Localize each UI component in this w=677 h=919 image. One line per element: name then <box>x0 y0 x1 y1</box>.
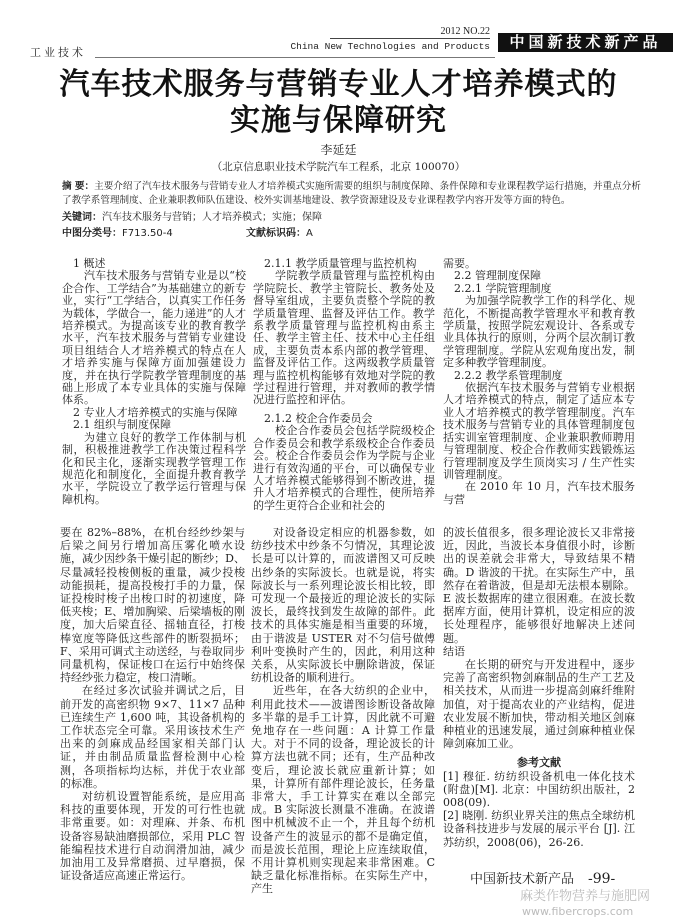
reference-item: [1] 穆征. 纺纺织设备机电一体化技术(附盘)[M]. 北京：中国纺织出版社，2008(09). <box>443 769 635 810</box>
paragraph: 校企合作委员会包括学院级校企合作委员会和教学系级校企合作委员会。校企合作委员会作为学院与企业进行有效沟通的平台，可以确保专业人才培养模式能够得到不断改进，提升人才培养模式的合理性，使所培养的学生更符合企业和社会的 <box>253 424 435 512</box>
author: 李延廷 <box>320 143 357 157</box>
paragraph: 对纺机设置智能系统，是应用高科技的重要体现，开发的可行性也就非常重要。如：对理麻、并条、布机设备容易缺油磨损部位，采用 PLC 智能编程技术进行自动润滑加油，减少加油用工及异常磨损、过早磨损，保证设备适应高速正常运行。 <box>60 790 245 883</box>
docid-label: 文献标识码： <box>246 228 306 239</box>
paragraph-continued: 结语 <box>443 644 465 658</box>
paragraph: 为建立良好的教学工作体制与机制，积极推进教学工作决策过程科学化和民主化，逐渐实现教学管理工作规范化和制度化，全面提升教育教学水平，学院设立了教学运行管理与保障机构。 <box>62 430 246 506</box>
bottom-column-2 <box>251 526 435 896</box>
paragraph: 在 2010 年 10 月，汽车技术服务与营 <box>443 480 635 506</box>
paragraph-continued: 的波长值很多，很多理论波长又非常接近，因此，当波长本身值很小时，诊断出的误差就会非常大，导致结果不精确。D 谐波的干扰。在实际生产中，虽然存在着谐波，但是却无法根本剔除。E 波长数据库的建立很困难。在波长数据库方面，使用计算机，设定相应的波长处理程序，能够很好地解决上述问题。 <box>443 526 635 645</box>
abstract <box>62 180 642 208</box>
section-heading: 1 概述 <box>73 257 106 270</box>
article-title-line1: 汽车技术服务与营销专业人才培养模式的 <box>59 67 618 102</box>
affiliation: （北京信息职业技术学院汽车工程系，北京 100070） <box>211 161 466 173</box>
watermark-url: www.fibercrops.com <box>522 905 634 918</box>
top-column-3 <box>443 258 635 506</box>
paragraph: 近些年，在各大纺织的企业中，利用此技术——波谱图诊断设备故障多半靠的是手工计算，因此就不可避免地存在一些问题：A 计算工作量大。对于不同的设备，理论波长的计算方法也就不同；还有，生产品种改变后，理论波长就应重新计算；如果，计算所有部件理论波长，任务量非常大，手工计算实在难以全部完成。B 实际波长测量不准确。在波谱图中机械波不止一个，并且每个纺机设备产生的波显示的都不是确定值，而是波长范围，理论上应连续取值，不用计算机则实现起来非常困难。C 缺乏量化标准指标。在实际生产中，产生 <box>251 684 435 896</box>
abstract-label: 摘 要： <box>62 181 95 192</box>
reference-item: [2] 晓刚. 纺织业界关注的焦点全球纺机设备科技进步与发展的展示平台 [J]. 江苏纺织，2008(06)，26-26. <box>443 809 635 849</box>
references-heading: 参考文献 <box>517 756 561 770</box>
top-column-2 <box>253 258 435 512</box>
paragraph: 在经过多次试验并调试之后，目前开发的高密织物 9×7、11×7 品种已连续生产 1,600 吨，其设备机构的工作状态完全可靠。采用该技术生产出来的剑麻成品经国家相关部门认证，并由制品质量监督检测中心检测，各项指标均达标，并优于农业部的标准。 <box>60 684 245 790</box>
paragraph: 依据汽车技术服务与营销专业根据人才培养模式的特点，制定了适应本专业人才培养模式的教学管理制度。汽车技术服务与营销专业的具体管理制度包括实训室管理制度、企业兼职教师聘用与管理制度、校企合作教师实践锻炼运行管理制度及学生顶岗实习 / 生产性实训管理制度。 <box>443 381 635 481</box>
watermark-text: 麻类作物营养与施肥网 <box>520 889 651 904</box>
paragraph: 对设备设定相应的机器参数，如纺纱技术中纱条不匀情况，其理论波长是可以计算的，而波谱图又可反映出纱条的实际波长。也就是说，将实际波长与一系列理论波长相比较，即可发现一个最接近的理论波长的实际波长，最终找到发生故障的部件。此技术的具体实施是相当重要的环境，由于谐波是 USTER 对不匀信号做傅利叶变换时产生的，因此，利用这种关系，从实际波长中删除谐波，保证纺机设备的顺利进行。 <box>251 526 435 685</box>
paragraph: 汽车技术服务与营销专业是以“校企合作、工学结合”为基础建立的新专业，实行“工学结合，以真实工作任务为载体，学做合一，能力递进”的人才培养模式。为提高该专业的教育教学水平，汽车技术服务与营销专业建设项目组结合人才培养模式的特点在人才培养实施与保障方面加强建设力度，并在执行学院教学管理制度的基础上形成了本专业具体的实施与保障体系。 <box>62 269 246 407</box>
paragraph: 在长期的研究与开发进程中，逐步完善了高密织物剑麻制品的生产工艺及相关技术，从而进一步提高剑麻纤维附加值，对于提高农业的产业结构，促进农业发展不断加快，带动相关地区剑麻种植业的迅速发展，通过剑麻种植业保障剑麻加工业。 <box>443 658 635 751</box>
header-rule <box>95 57 495 58</box>
class-label: 中图分类号： <box>62 228 122 239</box>
section-heading: 2.2.1 学院管理制度 <box>454 281 552 295</box>
paragraph-continued: 需要。 <box>443 257 476 270</box>
bottom-column-3 <box>443 526 635 849</box>
paragraph: 为加强学院教学工作的科学化、规范化，不断提高教学管理水平和教育教学质量，按照学院宏观设计、各系或专业具体执行的原则，分两个层次制订教学管理制度。学院从宏观角度出发，制定多种教学管理制度。 <box>443 294 635 370</box>
class-value: F713.50-4 <box>122 228 173 239</box>
abstract-text: 主要介绍了汽车技术服务与营销专业人才培养模式实施所需要的组织与制度保障、条件保障和专业课程教学运行措施，并重点分析了教学系管理制度、企业兼职教师队伍建设、校外实训基地建设、教学资源建设及专业课程教学内容开发等方面的特色。 <box>62 181 641 206</box>
page-number: -99- <box>588 871 616 887</box>
section-heading: 2 专业人才培养模式的实施与保障 <box>73 405 238 419</box>
section-heading: 2.2 管理制度保障 <box>454 269 541 283</box>
paragraph: 学院教学质量管理与监控机构由学院院长、教学主管院长、教务处及督导室组成，主要负责整个学院的教学质量管理、监督及评估工作。教学系教学质量管理与监控机构由系主任、教学主管主任、技术中心主任组成，主要负责本系内部的教学管理、监督及评估工作。这两级教学质量管理与监控机构能够有效地对学院的教学过程进行管理，并对教师的教学情况进行监控和评估。 <box>253 269 435 407</box>
keywords-text: 汽车技术服务与营销；人才培养模式；实施；保障 <box>102 212 322 223</box>
paragraph-continued: 要在 82%–88%，在机台经纱纱架与后梁之间另行增加高压雾化喷水设施，减少因纱条干燥引起的断纱；D、尽量减轻投梭侧板的重量，减少投梭动能损耗，提高投梭打手的力量，保证投梭时梭子出梭口时的初速度，降低夹梭；E、增加胸梁、后梁墙板的刚度，加大后梁直径、摇轴直径，打梭棒宽度等降低这些部件的断裂损坏；F、采用可调式主动送经，与卷取同步同量机构，保证梭口在运行中始终保持经纱张力稳定，梭口清晰。 <box>60 526 245 685</box>
top-column-1 <box>62 258 246 506</box>
section-heading: 2.1.1 教学质量管理与监控机构 <box>264 257 417 270</box>
article-title-line2: 实施与保障研究 <box>230 103 447 138</box>
journal-english-name: China New Technologies and Products <box>290 41 490 52</box>
section-heading: 2.1.2 校企合作委员会 <box>264 411 373 425</box>
keywords <box>62 211 322 225</box>
issue-number: 2012 NO.22 <box>330 26 490 39</box>
classification <box>62 227 173 241</box>
bottom-column-1 <box>60 526 245 882</box>
keywords-label: 关键词： <box>62 212 102 223</box>
journal-logo: 中国新技术新产品 <box>498 33 673 52</box>
section-heading: 2.2.2 教学系管理制度 <box>454 368 563 382</box>
footer-journal-name: 中国新技术新产品 <box>470 872 575 887</box>
section-label: 工业技术 <box>30 46 86 59</box>
docid-value: A <box>306 228 313 239</box>
document-id <box>246 227 313 241</box>
section-heading: 2.1 组织与制度保障 <box>73 418 171 432</box>
